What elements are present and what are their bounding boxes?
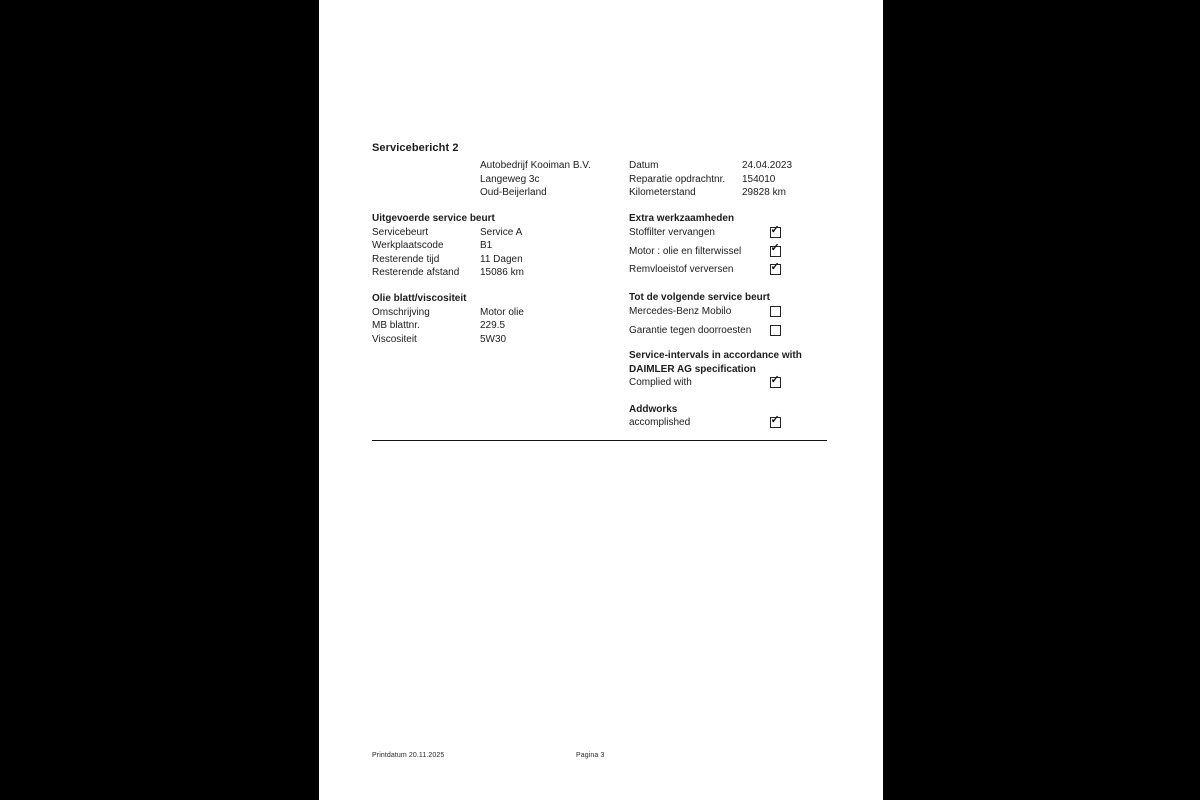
checklist-row (629, 242, 781, 265)
extra-rows (629, 223, 781, 283)
checkmark-icon: ✓ (770, 260, 780, 273)
checkbox-label: Stoffilter vervangen (629, 227, 715, 238)
row-value: 5W30 (480, 333, 507, 345)
checklist-row (629, 325, 781, 344)
row-label: MB blattnr. (372, 320, 420, 332)
section-divider (372, 440, 827, 441)
table-row (372, 266, 524, 279)
table-row (372, 333, 524, 346)
checkbox-label: Remvloeistof verversen (629, 264, 734, 276)
checkbox-icon (770, 306, 781, 317)
row-value: Motor olie (480, 307, 524, 318)
service-rows (372, 226, 524, 280)
meta-label: Kilometerstand (629, 187, 696, 198)
row-value: 11 Dagen (480, 253, 523, 265)
table-row (372, 239, 524, 252)
row-label: Werkplaatscode (372, 240, 444, 252)
checkmark-icon: ✓ (770, 373, 780, 386)
checkmark-icon: ✓ (770, 242, 780, 255)
meta-label: Datum (629, 160, 659, 171)
footer-printdate: Printdatum 20.11.2025 (372, 752, 445, 759)
checkbox-icon (770, 260, 781, 275)
checkbox-label: Mercedes-Benz Mobilo (629, 306, 732, 317)
checkbox-icon (770, 373, 781, 388)
section-heading-extra: Extra werkzaamheden (629, 213, 735, 224)
row-label: Resterende tijd (372, 253, 440, 265)
dealer-street: Langeweg 3c (480, 173, 540, 185)
meta-row-order (629, 173, 792, 187)
meta-value: 154010 (742, 173, 776, 185)
dealer-city: Oud-Beijerland (480, 187, 547, 198)
checkbox-icon (770, 242, 781, 257)
table-row (372, 306, 524, 319)
meta-row-odometer (629, 186, 792, 200)
intervals-row (629, 373, 781, 389)
row-label: Viscositeit (372, 333, 417, 345)
next-service-rows (629, 306, 781, 343)
meta-label: Reparatie opdrachtnr. (629, 173, 726, 185)
meta-row-date (629, 159, 792, 173)
dealer-address-block (480, 159, 591, 200)
checkbox-label: accomplished (629, 417, 691, 428)
checklist-row (629, 223, 781, 246)
oil-rows (372, 306, 524, 346)
meta-value: 29828 km (742, 187, 786, 198)
row-value: Service A (480, 227, 523, 238)
meta-info-block (629, 159, 792, 200)
service-report-page (319, 0, 883, 800)
checklist-row (629, 306, 781, 325)
addworks-row (629, 413, 781, 429)
row-value: 229.5 (480, 320, 506, 332)
checkmark-icon: ✓ (770, 413, 780, 426)
checkbox-icon (770, 223, 781, 238)
checkbox-icon (770, 413, 781, 428)
section-heading-addworks: Addworks (629, 404, 678, 415)
checkbox-icon (770, 325, 781, 336)
section-heading-oil: Olie blatt/viscositeit (372, 293, 467, 304)
row-label: Omschrijving (372, 307, 430, 318)
meta-value: 24.04.2023 (742, 160, 793, 171)
footer-page-number: Pagina 3 (576, 752, 605, 759)
table-row (372, 253, 524, 266)
row-label: Servicebeurt (372, 227, 429, 238)
row-value: 15086 km (480, 267, 524, 279)
checkbox-label: Complied with (629, 377, 692, 388)
row-label: Resterende afstand (372, 267, 460, 279)
checklist-row (629, 260, 781, 283)
checkbox-label: Garantie tegen doorroesten (629, 324, 752, 336)
checkbox-label: Motor : olie en filterwissel (629, 245, 742, 257)
checkmark-icon: ✓ (770, 223, 780, 236)
row-value: B1 (480, 240, 493, 252)
document-title: Servicebericht 2 (372, 142, 459, 154)
section-heading-intervals: Service-intervals in accordance with DAIMLER AG specification (629, 350, 802, 375)
table-row (372, 319, 524, 332)
section-heading-next-service: Tot de volgende service beurt (629, 292, 770, 303)
table-row (372, 226, 524, 239)
dealer-name: Autobedrijf Kooiman B.V. (480, 160, 591, 171)
section-heading-service: Uitgevoerde service beurt (372, 213, 495, 224)
